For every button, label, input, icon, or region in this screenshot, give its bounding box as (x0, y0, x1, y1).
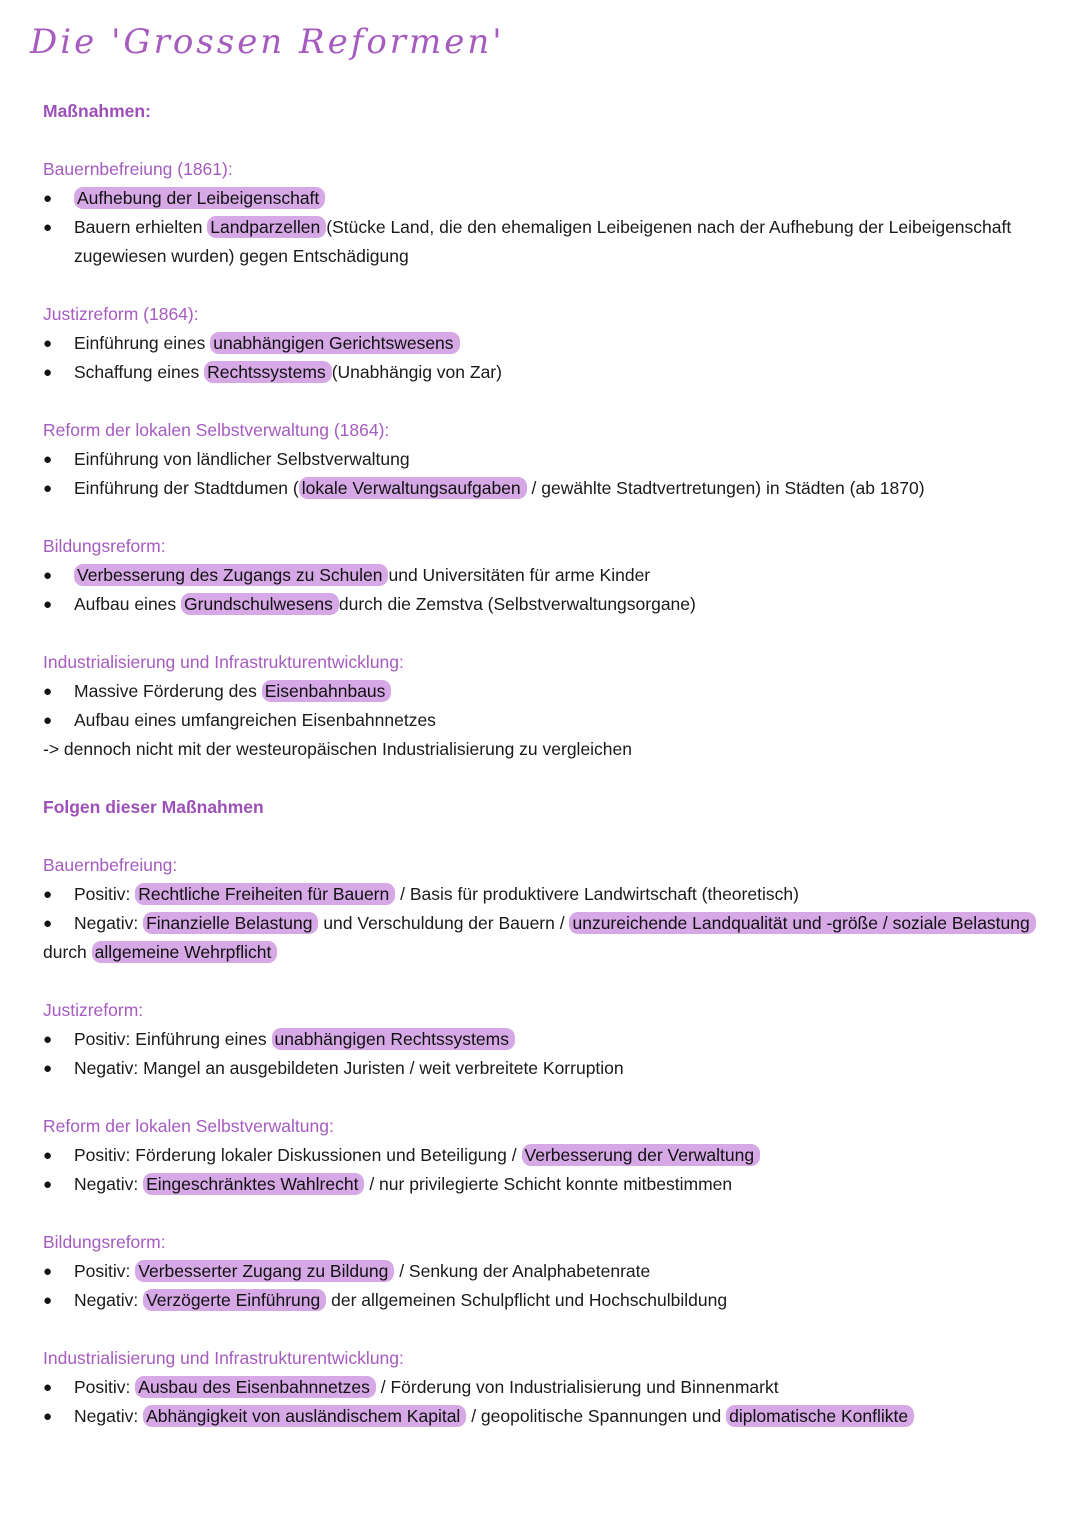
highlight: Verbesserter Zugang zu Bildung (135, 1260, 394, 1282)
label-positiv: Positiv: (74, 1261, 131, 1281)
highlight: diplomatische Konflikte (726, 1405, 914, 1427)
list-item-continuation: zugewiesen wurden) gegen Entschädigung (74, 246, 409, 266)
bullet-icon: ● (43, 1176, 53, 1193)
list-item (43, 561, 1043, 590)
text: / Senkung der Analphabetenrate (399, 1261, 651, 1281)
bullet-icon: ● (43, 683, 53, 700)
list-item (43, 909, 1043, 938)
list-item-continuation (43, 938, 1043, 967)
bullet-icon: ● (43, 1292, 53, 1309)
highlight: unabhängigen Rechtssystems (272, 1028, 515, 1050)
heading-selbstverwaltung-1864: Reform der lokalen Selbstverwaltung (1864): (43, 420, 390, 440)
text: / Basis für produktivere Landwirtschaft (theoretisch) (400, 884, 799, 904)
text: Förderung lokaler Diskussionen und Beteiligung / (135, 1145, 517, 1165)
page-title: Die 'Grossen Reformen' (30, 22, 505, 62)
text: / Förderung von Industrialisierung und Binnenmarkt (380, 1377, 779, 1397)
highlight: lokale Verwaltungsaufgaben (299, 477, 527, 499)
bullet-icon: ● (43, 364, 53, 381)
highlight: unabhängigen Gerichtswesens (210, 332, 459, 354)
section-heading-massnahmen: Maßnahmen: (43, 101, 151, 121)
highlight: Verbesserung des Zugangs zu Schulen (74, 564, 388, 586)
bullet-icon: ● (43, 567, 53, 584)
highlight: Grundschulwesens (181, 593, 339, 615)
heading-folgen-bauernbefreiung: Bauernbefreiung: (43, 855, 178, 875)
heading-folgen-selbstverwaltung: Reform der lokalen Selbstverwaltung: (43, 1116, 334, 1136)
bullet-icon: ● (43, 1060, 53, 1077)
text: der allgemeinen Schulpflicht und Hochschulbildung (331, 1290, 728, 1310)
bullet-icon: ● (43, 1147, 53, 1164)
heading-folgen-justizreform: Justizreform: (43, 1000, 144, 1020)
highlight: allgemeine Wehrpflicht (92, 941, 278, 963)
bullet-icon: ● (43, 190, 53, 207)
list-item (43, 1402, 1043, 1431)
notes-body (43, 97, 1043, 1431)
list-item (43, 1025, 1043, 1054)
highlight: Landparzellen (207, 216, 326, 238)
bullet-icon: ● (43, 1263, 53, 1280)
highlight: Ausbau des Eisenbahnnetzes (135, 1376, 376, 1398)
list-item (43, 329, 1043, 358)
text: Einführung von ländlicher Selbstverwaltung (74, 449, 410, 469)
bullet-icon: ● (43, 335, 53, 352)
list-item (43, 445, 1043, 474)
heading-folgen-bildungsreform: Bildungsreform: (43, 1232, 166, 1252)
label-negativ: Negativ: (74, 1058, 139, 1078)
text: Aufbau eines umfangreichen Eisenbahnnetzes (74, 710, 436, 730)
list-item (43, 1170, 1043, 1199)
label-positiv: Positiv: (74, 1029, 131, 1049)
bullet-icon: ● (43, 1408, 53, 1425)
highlight: Aufhebung der Leibeigenschaft (74, 187, 325, 209)
label-positiv: Positiv: (74, 1145, 131, 1165)
text: Schaffung eines (74, 362, 200, 382)
text: Einführung eines (135, 1029, 267, 1049)
list-item (43, 1054, 1043, 1083)
heading-bauernbefreiung-1861: Bauernbefreiung (1861): (43, 159, 233, 179)
highlight: unzureichende Landqualität und -größe / soziale Belastung (569, 912, 1035, 934)
bullet-icon: ● (43, 712, 53, 729)
list-item (43, 706, 1043, 735)
label-negativ: Negativ: (74, 1174, 139, 1194)
bullet-icon: ● (43, 1379, 53, 1396)
text: und Verschuldung der Bauern / (323, 913, 565, 933)
heading-bildungsreform: Bildungsreform: (43, 536, 166, 556)
list-item (43, 358, 1043, 387)
highlight: Rechtssystems (204, 361, 332, 383)
text: Massive Förderung des (74, 681, 257, 701)
text: Einführung eines (74, 333, 206, 353)
text: / geopolitische Spannungen und (471, 1406, 722, 1426)
text: Mangel an ausgebildeten Juristen / weit verbreitete Korruption (143, 1058, 624, 1078)
bullet-icon: ● (43, 915, 53, 932)
heading-folgen-industrialisierung: Industrialisierung und Infrastrukturentwicklung: (43, 1348, 404, 1368)
list-item (43, 184, 1043, 213)
text: und Universitäten für arme Kinder (388, 565, 651, 585)
list-item (43, 474, 1043, 503)
list-item (43, 1373, 1043, 1402)
bullet-icon: ● (43, 219, 53, 236)
label-negativ: Negativ: (74, 913, 139, 933)
heading-justizreform-1864: Justizreform (1864): (43, 304, 199, 324)
text: / nur privilegierte Schicht konnte mitbestimmen (369, 1174, 733, 1194)
list-item (43, 590, 1043, 619)
text: / gewählte Stadtvertretungen) in Städten (ab 1870) (531, 478, 925, 498)
label-negativ: Negativ: (74, 1290, 139, 1310)
highlight: Verbesserung der Verwaltung (522, 1144, 761, 1166)
list-item (43, 1286, 1043, 1315)
text: Bauern erhielten (74, 217, 203, 237)
list-item (43, 1141, 1043, 1170)
bullet-icon: ● (43, 596, 53, 613)
section-heading-folgen: Folgen dieser Maßnahmen (43, 797, 264, 817)
heading-industrialisierung: Industrialisierung und Infrastrukturentwicklung: (43, 652, 404, 672)
text: (Stücke Land, die den ehemaligen Leibeigenen nach der Aufhebung der Leibeigenschaft (326, 217, 1012, 237)
list-item (43, 213, 1043, 242)
bullet-icon: ● (43, 886, 53, 903)
label-positiv: Positiv: (74, 1377, 131, 1397)
highlight: Eingeschränktes Wahlrecht (143, 1173, 364, 1195)
highlight: Eisenbahnbaus (262, 680, 392, 702)
text: durch (43, 942, 87, 962)
highlight: Abhängigkeit von ausländischem Kapital (143, 1405, 466, 1427)
note-line: -> dennoch nicht mit der westeuropäischen Industrialisierung zu vergleichen (43, 739, 633, 759)
label-positiv: Positiv: (74, 884, 131, 904)
list-item (43, 677, 1043, 706)
text: durch die Zemstva (Selbstverwaltungsorgane) (338, 594, 696, 614)
highlight: Finanzielle Belastung (143, 912, 318, 934)
bullet-icon: ● (43, 1031, 53, 1048)
label-negativ: Negativ: (74, 1406, 139, 1426)
text: (Unabhängig von Zar) (331, 362, 502, 382)
highlight: Rechtliche Freiheiten für Bauern (135, 883, 395, 905)
list-item (43, 880, 1043, 909)
highlight: Verzögerte Einführung (143, 1289, 326, 1311)
bullet-icon: ● (43, 480, 53, 497)
bullet-icon: ● (43, 451, 53, 468)
list-item (43, 1257, 1043, 1286)
text: Aufbau eines (74, 594, 177, 614)
text: Einführung der Stadtdumen ( (74, 478, 299, 498)
